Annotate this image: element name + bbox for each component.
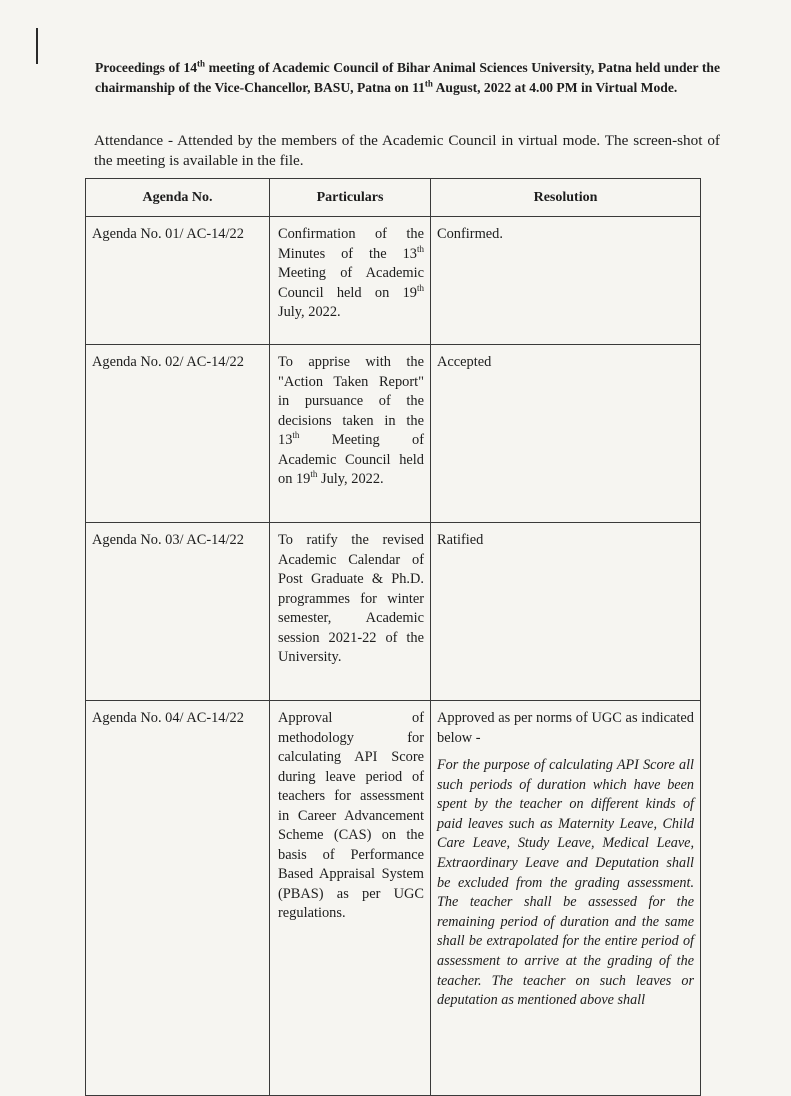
agenda-resolution: Confirmed.	[431, 217, 701, 345]
agenda-particulars: Confirmation of the Minutes of the 13th Meeting of Academic Council held on 19th July, 2022.	[270, 217, 431, 345]
agenda-number: Agenda No. 02/ AC-14/22	[86, 345, 270, 523]
agenda-resolution: Ratified	[431, 523, 701, 701]
table-row	[86, 523, 701, 701]
agenda-resolution	[431, 701, 701, 1096]
agenda-particulars: To ratify the revised Academic Calendar of Post Graduate & Ph.D. programmes for winter semester, Academic session 2021-22 of the University.	[270, 523, 431, 701]
table-row	[86, 701, 701, 1096]
header-resolution: Resolution	[431, 179, 701, 217]
header-particulars: Particulars	[270, 179, 431, 217]
agenda-particulars: To apprise with the "Action Taken Report" in pursuance of the decisions taken in the 13th Meeting of Academic Council held on 19th July, 2022.	[270, 345, 431, 523]
scan-margin-mark	[36, 28, 38, 64]
header-agenda-no: Agenda No.	[86, 179, 270, 217]
agenda-number: Agenda No. 03/ AC-14/22	[86, 523, 270, 701]
document-heading: Proceedings of 14th meeting of Academic Council of Bihar Animal Sciences University, Patna held under the chairmanship of the Vice-Chancellor, BASU, Patna on 11th August, 2022 at 4.00 PM in Virtual Mode.	[95, 58, 720, 95]
table-row	[86, 217, 701, 345]
agenda-table	[85, 178, 701, 1096]
agenda-resolution: Accepted	[431, 345, 701, 523]
agenda-particulars: Approval of methodology for calculating API Score during leave period of teachers for assessment in Career Advancement Scheme (CAS) on the basis of Performance Based Appraisal System (PBAS) as per UGC regulations.	[270, 701, 431, 1096]
table-row	[86, 345, 701, 523]
attendance-note: Attendance - Attended by the members of the Academic Council in virtual mode. The screen-shot of the meeting is available in the file.	[94, 132, 720, 169]
agenda-number: Agenda No. 01/ AC-14/22	[86, 217, 270, 345]
resolution-ugc-quote: For the purpose of calculating API Score all such periods of duration which have been spent by the teacher on different kinds of paid leaves such as Maternity Leave, Child Care Leave, Study Leave, Medical Leave, Extraordinary Leave and Deputation shall be excluded from the grading assessment. The teacher shall be assessed for the remaining period of duration and the same shall be extrapolated for the entire period of assessment to arrive at the grading of the teacher. The teacher on such leaves or deputation as mentioned above shall	[437, 757, 694, 1009]
resolution-text: Approved as per norms of UGC as indicated below -	[437, 710, 694, 746]
agenda-number: Agenda No. 04/ AC-14/22	[86, 701, 270, 1096]
table-header-row	[86, 179, 701, 217]
